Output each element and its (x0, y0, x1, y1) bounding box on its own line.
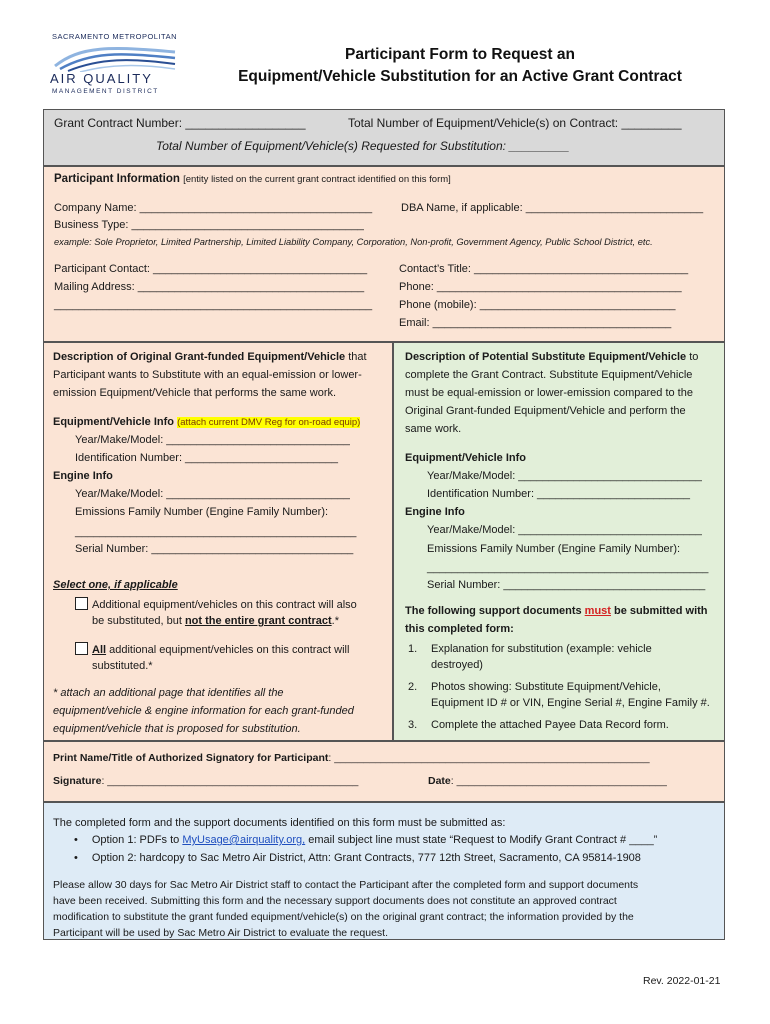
submission-intro: The completed form and the support documents identified on this form must be submitted as: (53, 817, 506, 829)
date-blank: : ____________________________________ (450, 775, 667, 787)
substitute-equipment-box (393, 342, 725, 741)
option-partial-substitution (75, 597, 357, 611)
disclaimer-line3: modification to substitute the grant funded equipment/vehicle(s) on the original grant contract; the information provided by the (53, 911, 634, 923)
option1-text-a: Additional equipment/vehicles on this contract will also (92, 599, 357, 611)
note-line2: equipment/vehicle & engine information for each grant-funded (53, 705, 354, 717)
submission-info-box (43, 802, 725, 940)
partial-substitution-checkbox[interactable] (75, 597, 88, 610)
doc-item1-number: 1. (408, 643, 418, 655)
business-type-field[interactable]: Business Type: ______________________________________ (54, 219, 364, 231)
business-type-example: example: Sole Proprietor, Limited Partnership, Limited Liability Company, Corporation, Non-profit, Government Agency, Public School District, etc. (54, 237, 653, 247)
original-emissions-family-field[interactable]: ______________________________________________ (75, 526, 357, 538)
mailing-address-line2-field[interactable]: ____________________________________________________ (54, 299, 373, 311)
participant-info-box (43, 166, 725, 342)
phone-field[interactable]: Phone: ________________________________________ (399, 281, 682, 293)
full-substitution-checkbox[interactable] (75, 642, 88, 655)
original-engine-ymm-field[interactable]: Year/Make/Model: ______________________________ (75, 488, 350, 500)
doc-item3-number: 3. (408, 719, 418, 731)
select-one-heading: Select one, if applicable (53, 579, 178, 591)
form-title-line1: Participant Form to Request an (345, 46, 575, 63)
total-requested-field[interactable]: Total Number of Equipment/Vehicle(s) Requested for Substitution: _________ (156, 139, 570, 153)
option1-text-c: .* (331, 615, 339, 627)
submission-option1 (74, 834, 657, 846)
original-emissions-family-label: Emissions Family Number (Engine Family Number): (75, 506, 329, 518)
dba-name-field[interactable]: DBA Name, if applicable: _____________________________ (401, 202, 704, 214)
doc-item2-line2: Equipment ID # or VIN, Engine Serial #, Engine Family #. (431, 697, 710, 709)
option2-emphasis: All (92, 644, 107, 656)
disclaimer-line4: Participant will be used by Sac Metro Air District to evaluate the request. (53, 927, 388, 939)
doc-item3-line1: Complete the attached Payee Data Record form. (431, 719, 669, 731)
option2-text-a: additional equipment/vehicles on this contract will (106, 644, 350, 656)
logo-top-text: SACRAMENTO METROPOLITAN (52, 32, 177, 41)
submission-option2 (74, 852, 641, 864)
original-ymm-field[interactable]: Year/Make/Model: ______________________________ (75, 434, 350, 446)
disclaimer-line1: Please allow 30 days for Sac Metro Air District staff to contact the Participant after the completed form and support documents (53, 879, 639, 891)
company-name-field[interactable]: Company Name: ______________________________________ (54, 202, 373, 214)
substitute-desc-line4: Original Grant-funded Equipment/Vehicle and perform the (405, 405, 686, 417)
option-full-substitution (75, 642, 349, 656)
date-field[interactable] (428, 775, 667, 787)
substitute-id-number-field[interactable]: Identification Number: _________________________ (427, 488, 690, 500)
doc-item1-line1: Explanation for substitution (example: vehicle (431, 643, 652, 655)
print-name-field[interactable] (53, 752, 650, 764)
signature-blank: : ___________________________________________ (101, 775, 359, 787)
contact-title-field[interactable]: Contact’s Title: ___________________________________ (399, 263, 689, 275)
signatory-box (43, 741, 725, 802)
original-engine-info-heading: Engine Info (53, 470, 113, 482)
doc-item2-line1: Photos showing: Substitute Equipment/Vehicle, (431, 681, 661, 693)
original-equipment-box (43, 342, 393, 741)
substitute-info-heading: Equipment/Vehicle Info (405, 452, 527, 464)
original-desc-heading: Description of Original Grant-funded Equipment/Vehicle (53, 351, 346, 363)
logo-main-text: AIR QUALITY (50, 71, 153, 86)
original-info-label: Equipment/Vehicle Info (53, 416, 175, 428)
substitute-emissions-family-field[interactable]: ______________________________________________ (427, 562, 709, 574)
substitute-desc-line5: same work. (405, 423, 462, 435)
substitute-engine-ymm-field[interactable]: Year/Make/Model: ______________________________ (427, 524, 702, 536)
substitute-emissions-family-label: Emissions Family Number (Engine Family Number): (427, 543, 681, 555)
support-docs-text-b: be submitted with (610, 605, 708, 617)
support-docs-text-a: The following support documents (405, 605, 585, 617)
substitute-desc-rest: to (686, 351, 699, 363)
substitute-desc-line3: must be equal-emission or lower-emission compared to the (405, 387, 693, 399)
original-desc-line3: emission Equipment/Vehicle that performs the same work. (53, 387, 337, 399)
original-desc-rest: that (345, 351, 367, 363)
total-on-contract-field[interactable]: Total Number of Equipment/Vehicle(s) on Contract: _________ (348, 116, 682, 130)
option1-emphasis: not the entire grant contract (184, 615, 332, 627)
participant-heading-note: [entity listed on the current grant contract identified on this form] (183, 174, 451, 185)
note-line3: equipment/vehicle that is proposed for substitution. (53, 723, 301, 735)
original-info-heading (53, 416, 360, 428)
doc-item2-number: 2. (408, 681, 418, 693)
original-desc-line2: Participant wants to Substitute with an equal-emission or lower- (53, 369, 362, 381)
substitute-serial-field[interactable]: Serial Number: _________________________________ (427, 579, 706, 591)
support-docs-line2: this completed form: (405, 623, 514, 635)
substitute-desc-line1 (405, 351, 698, 363)
disclaimer-line2: have been received. Submitting this form and the necessary support documents does not constitute an approved contract (53, 895, 617, 907)
email-field[interactable]: Email: _______________________________________ (399, 317, 672, 329)
option1-line2 (92, 615, 339, 627)
option1-suffix: email subject line must state “Request to Modify Grant Contract # ____” (305, 834, 658, 846)
participant-heading-label: Participant Information (54, 173, 180, 185)
mailing-address-field[interactable]: Mailing Address: _____________________________________ (54, 281, 365, 293)
option1-prefix: Option 1: PDFs to (91, 834, 183, 846)
signature-field[interactable] (53, 775, 358, 787)
dmv-reg-highlight: (attach current DMV Reg for on-road equip) (177, 417, 361, 428)
print-name-blank: : ______________________________________________________ (328, 752, 650, 764)
contract-header-box (43, 109, 725, 166)
revision-date: Rev. 2022-01-21 (643, 975, 721, 987)
substitute-engine-info-heading: Engine Info (405, 506, 465, 518)
mobile-phone-field[interactable]: Phone (mobile): ________________________________ (399, 299, 676, 311)
bullet-icon: • (74, 852, 78, 864)
option2-text: Option 2: hardcopy to Sac Metro Air District, Attn: Grant Contracts, 777 12th Street, Sacramento, CA 95814-1908 (91, 852, 641, 864)
substitute-desc-line2: complete the Grant Contract. Substitute Equipment/Vehicle (405, 369, 693, 381)
doc-item1-line2: destroyed) (431, 659, 483, 671)
participant-contact-field[interactable]: Participant Contact: ___________________________________ (54, 263, 368, 275)
grant-contract-number-field[interactable]: Grant Contract Number: __________________ (54, 116, 306, 130)
substitute-ymm-field[interactable]: Year/Make/Model: ______________________________ (427, 470, 702, 482)
print-name-label: Print Name/Title of Authorized Signatory for Participant (53, 752, 329, 764)
original-serial-field[interactable]: Serial Number: _________________________________ (75, 543, 354, 555)
participant-heading (54, 173, 451, 185)
option2-line2: substituted.* (92, 660, 153, 672)
signature-label: Signature (53, 775, 102, 787)
submission-email-link[interactable]: MyUsage@airquality.org, (182, 834, 306, 846)
option1-text-b: be substituted, but (92, 615, 185, 627)
date-label: Date (428, 775, 451, 787)
note-line1: * attach an additional page that identifies all the (53, 687, 284, 699)
original-desc-line1 (53, 351, 367, 363)
support-docs-line1 (405, 605, 708, 617)
form-title-line2: Equipment/Vehicle Substitution for an Active Grant Contract (238, 68, 682, 85)
logo-wave-icon (50, 40, 180, 72)
original-id-number-field[interactable]: Identification Number: _________________________ (75, 452, 338, 464)
support-docs-must: must (584, 605, 611, 617)
logo-sub-text: MANAGEMENT DISTRICT (52, 88, 159, 95)
bullet-icon: • (74, 834, 78, 846)
substitute-desc-heading: Description of Potential Substitute Equipment/Vehicle (405, 351, 687, 363)
